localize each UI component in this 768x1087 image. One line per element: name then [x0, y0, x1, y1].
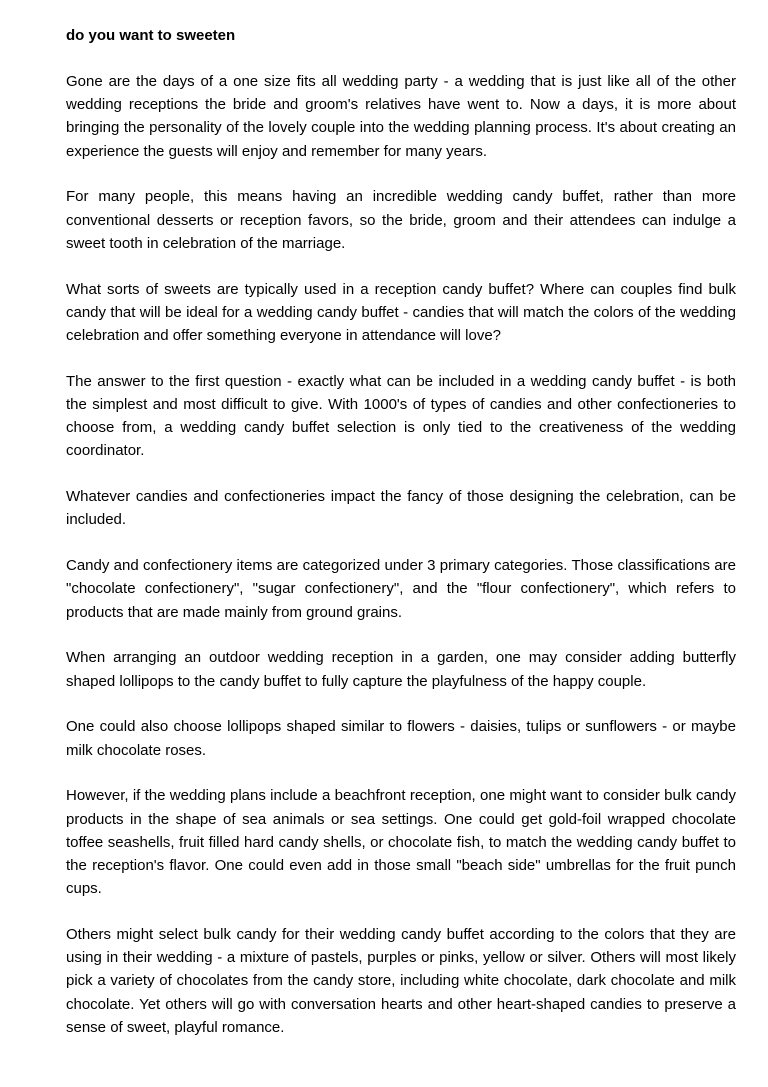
paragraph: Candy and confectionery items are categorized under 3 primary categories. Those classifications are "chocolate confectionery", "sugar confectionery", and the "flour confectionery", which refers to products that are made mainly from ground grains.	[66, 557, 736, 621]
paragraph: What sorts of sweets are typically used in a reception candy buffet? Where can couples find bulk candy that will be ideal for a wedding candy buffet - candies that will match the colors of the wedding celebration and offer something everyone in attendance will love?	[66, 280, 736, 345]
document-page	[66, 24, 736, 1039]
paragraph: Whatever candies and confectioneries impact the fancy of those designing the celebration, can be included.	[66, 488, 736, 529]
paragraph: Gone are the days of a one size fits all wedding party - a wedding that is just like all of the other wedding receptions the bride and groom's relatives have went to. Now a days, it is more about bringing the personality of the lovely couple into the wedding planning process. It's about creating an experience the guests will enjoy and remember for many years.	[66, 73, 736, 160]
paragraph: For many people, this means having an incredible wedding candy buffet, rather than more conventional desserts or reception favors, so the bride, groom and their attendees can indulge a sweet tooth in celebration of the marriage.	[66, 188, 736, 252]
paragraph: Others might select bulk candy for their wedding candy buffet according to the colors that they are using in their wedding - a mixture of pastels, purples or pinks, yellow or silver. Others will most likely pick a variety of chocolates from the candy store, including white chocolate, dark chocolate and milk chocolate. Yet others will go with conversation hearts and other heart-shaped candies to preserve a sense of sweet, playful romance.	[66, 926, 736, 1036]
document-title: do you want to sweeten	[66, 27, 236, 44]
paragraph: However, if the wedding plans include a beachfront reception, one might want to consider bulk candy products in the shape of sea animals or sea settings. One could get gold-foil wrapped chocolate toffee seashells, fruit filled hard candy shells, or chocolate fish, to match the wedding candy buffet to the reception's flavor. One could even add in those small "beach side" umbrellas for the fruit punch cups.	[66, 787, 736, 898]
paragraph: When arranging an outdoor wedding reception in a garden, one may consider adding butterfly shaped lollipops to the candy buffet to fully capture the playfulness of the happy couple.	[66, 649, 736, 690]
paragraph: One could also choose lollipops shaped similar to flowers - daisies, tulips or sunflowers - or maybe milk chocolate roses.	[66, 718, 736, 759]
paragraph: The answer to the first question - exactly what can be included in a wedding candy buffet - is both the simplest and most difficult to give. With 1000's of types of candies and other confectioneries to choose from, a wedding candy buffet selection is only tied to the creativeness of the wedding coordinator.	[66, 372, 736, 460]
